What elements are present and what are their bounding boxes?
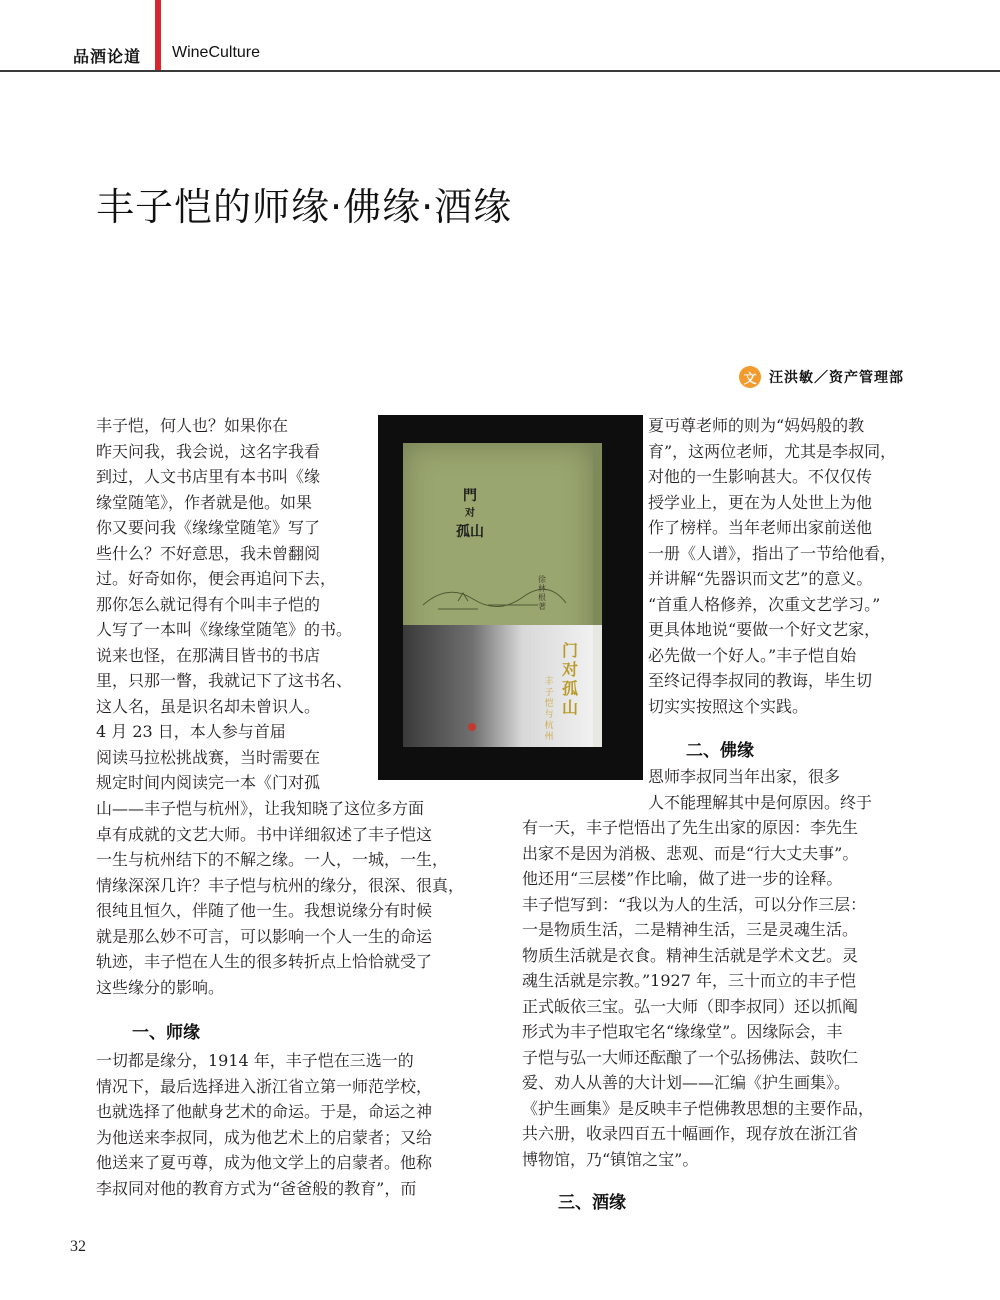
band-subtitle: 丰子恺与杭州 — [544, 677, 554, 742]
header-section-title: 品酒论道 — [73, 47, 142, 66]
paragraph-marathon-cont: 山——丰子恺与杭州》，让我知晓了这位多方面 卓有成就的文艺大师。书中详细叙述了丰子恺这 一生与杭州结下的不解之缘。一人，一城，一生， 情缘深深几许？丰子恺与杭州的缘分，很深、很真， 很纯且恒久，伴随了他一生。我想说缘分有时候 就是那么妙不可言，可以影响一个人一生的命运 轨迹，丰子恺在人生的很多转折点上恰恰就受了 这些缘分的影响。 — [96, 799, 465, 997]
paragraph-shiyuan: 一切都是缘分，1914 年，丰子恺在三选一的 情况下，最后选择进入浙江省立第一师范学校， 也就选择了他献身艺术的命运。于是，命运之神 为他送来李叔同，成为他艺术上的启蒙者；又给 他送来了夏丏尊，成为他文学上的启蒙者。他称 李叔同对他的教育方式为“爸爸般的教育”，而 — [96, 1051, 433, 1198]
cover-title-top: 門 — [463, 488, 477, 504]
cover-title — [453, 485, 487, 543]
band-title: 门对孤山 — [561, 641, 578, 717]
header-brand: WineCulture — [172, 44, 261, 61]
article-title: 丰子恺的师缘·佛缘·酒缘 — [96, 185, 513, 229]
page-number: 32 — [70, 1238, 86, 1255]
paragraph-foyuan-start: 恩师李叔同当年出家，很多 人不能理解其中是何原因。终于 — [648, 767, 873, 812]
author-name: 汪洪敏／资产管理部 — [769, 370, 904, 386]
paragraph-marathon-start: 4 月 23 日，本人参与首届 阅读马拉松挑战赛，当时需要在 规定时间内阅读完一本《门对孤 — [96, 722, 321, 792]
author-badge-icon: 文 — [739, 366, 761, 388]
book-photo — [378, 415, 643, 780]
paragraph-foyuan: 有一天，丰子恺悟出了先生出家的原因：李先生 出家不是因为消极、悲观、而是“行大丈夫事”。 他还用“三层楼”作比喻，做了进一步的诠释。 丰子恺写到：“我以为人的生活，可以分作三层： 一是物质生活，二是精神生活，三是灵魂生活。 物质生活就是衣食。精神生活就是学术文艺。灵 魂生活就是宗教。”1927 年，三十而立的丰子恺 正式皈依三宝。弘一大师（即李叔同）还以抓阄 形式为丰子恺取宅名“缘缘堂”。因缘际会，丰 子恺与弘一大师还酝酿了一个弘扬佛法、鼓吹仁 爱、劝人从善的大计划——汇编《护生画集》。 《护生画集》是反映丰子恺佛教思想的主要作品， 共六册，收录四百五十幅画作，现存放在浙江省 博物馆，乃“镇馆之宝”。 — [522, 818, 875, 1169]
cover-author: 徐林根 著 — [538, 575, 546, 611]
heading-foyuan: 二、佛缘 — [686, 741, 754, 761]
header-accent-bar — [155, 0, 161, 72]
paragraph-intro: 丰子恺，何人也？如果你在 昨天问我，我会说，这名字我看 到过，人文书店里有本书叫《缘 缘堂随笔》，作者就是他。如果 你又要问我《缘缘堂随笔》写了 些什么？不好意思，我未曾翻阅 过。好奇如你，便会再追问下去， 那你怎么就记得有个叫丰子恺的 人写了一本叫《缘缘堂随笔》的书。 说来也怪，在那满目皆书的书店 里，只那一瞥，我就记下了这书名、 这人名，虽是识名却未曾识人。 — [96, 416, 353, 716]
publisher-logo-icon — [468, 723, 476, 731]
book-pages — [593, 625, 602, 747]
heading-shiyuan: 一、师缘 — [132, 1023, 200, 1043]
paragraph-xiamianzun: 夏丏尊老师的则为“妈妈般的教 育”，这两位老师，尤其是李叔同， 对他的一生影响甚大。不仅仅传 授学业上，更在为人处世上为他 作了榜样。当年老师出家前送他 一册《人谱》，指出了一节给他看， 并讲解“先器识而文艺”的意义。 “首重人格修养，次重文艺学习。” 更具体地说“要做一个好文艺家， 必先做一个好人。”丰子恺自始 至终记得李叔同的教诲，毕生切 切实实按照这个实践。 — [648, 416, 897, 716]
heading-jiuyuan: 三、酒缘 — [558, 1193, 626, 1213]
header-rule — [0, 70, 1000, 72]
cover-title-mid: 对 — [465, 508, 475, 519]
cover-title-bottom: 孤山 — [456, 524, 484, 540]
author-byline — [739, 366, 904, 388]
